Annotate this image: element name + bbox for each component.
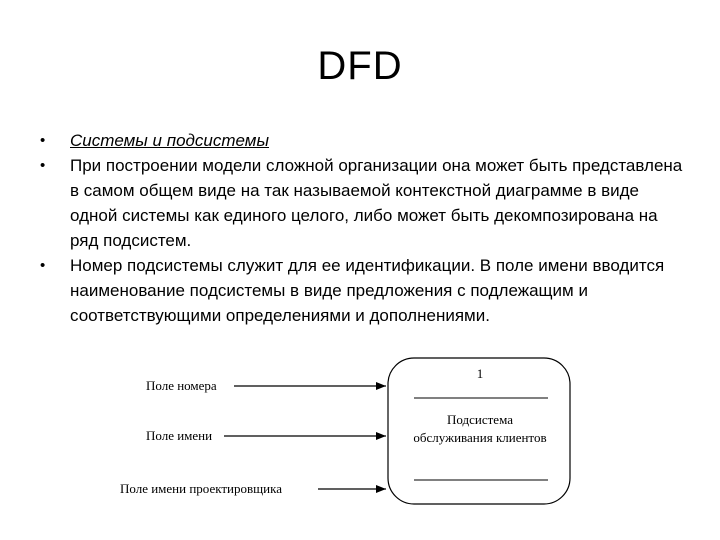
bullet-icon: •	[40, 257, 46, 274]
subsystem-number: 1	[476, 366, 484, 381]
subsystem-diagram	[0, 352, 720, 512]
bullet-icon: •	[40, 157, 46, 174]
bullet-list	[40, 128, 690, 328]
subsystem-name-line2: обслуживания клиентов	[413, 430, 547, 445]
slide-title: DFD	[317, 44, 403, 88]
bullet-item-subsystems	[40, 128, 690, 153]
bullet-item-number	[40, 253, 690, 328]
bullet-text: Системы и подсистемы	[70, 131, 269, 150]
bullet-text: При построении модели сложной организации она может быть представлена в самом общем виде на так называемой контекстной диаграмме в виде одной системы как единого целого, либо может быть декомпозирована на ряд подсистем.	[70, 156, 683, 250]
number-field-label: Поле номера	[146, 378, 217, 393]
bullet-icon: •	[40, 132, 46, 149]
name-field-label: Поле имени	[146, 428, 213, 443]
designer-field-label: Поле имени проектировщика	[120, 481, 283, 496]
bullet-item-context	[40, 153, 690, 253]
subsystem-name-line1: Подсистема	[447, 412, 513, 427]
bullet-text: Номер подсистемы служит для ее идентификации. В поле имени вводится наименование подсистемы в виде предложения с подлежащим и соответствующими определениями и дополнениями.	[70, 256, 665, 325]
